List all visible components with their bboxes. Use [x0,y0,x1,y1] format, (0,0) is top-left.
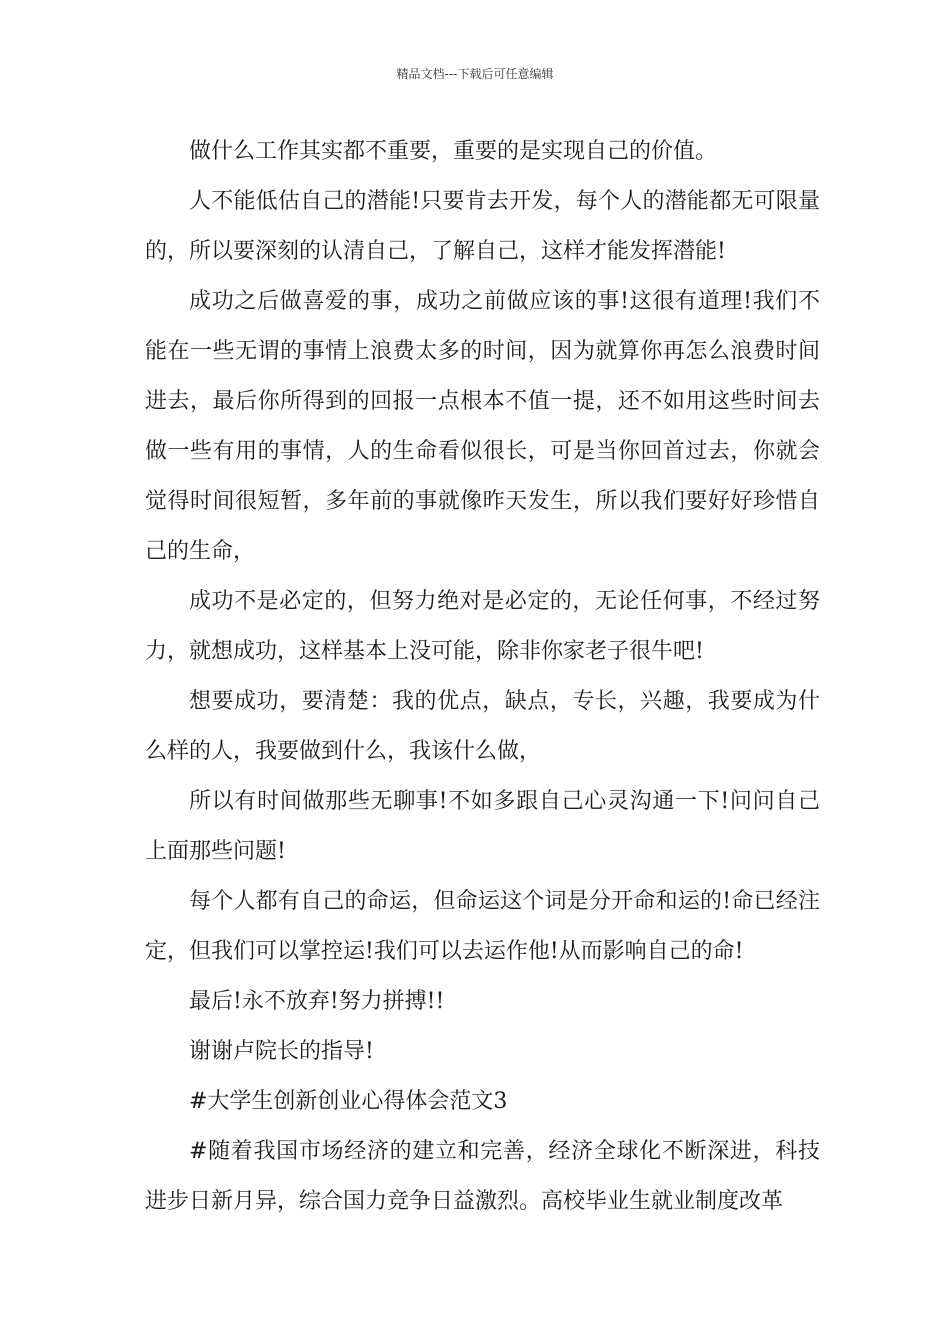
section-heading: #大学生创新创业心得体会范文3 [189,1089,508,1114]
paragraph: 成功不是必定的，但努力绝对是必定的，无论任何事，不经过努力，就想成功，这样基本上没可能，除非你家老子很牛吧! [145,589,820,664]
paragraph: 想要成功，要清楚：我的优点，缺点，专长，兴趣，我要成为什么样的人，我要做到什么，我该什么做， [145,689,820,764]
paragraph: 成功之后做喜爱的事，成功之前做应该的事!这很有道理!我们不能在一些无谓的事情上浪费太多的时间，因为就算你再怎么浪费时间进去，最后你所得到的回报一点根本不值一提，还不如用这些时间去做一些有用的事情，人的生命看似很长，可是当你回首过去，你就会觉得时间很短暂，多年前的事就像昨天发生，所以我们要好好珍惜自己的生命， [145,289,820,564]
paragraph: #随着我国市场经济的建立和完善，经济全球化不断深进，科技进步日新月异，综合国力竞争日益激烈。高校毕业生就业制度改革 [145,1139,820,1214]
paragraph: 最后!永不放弃!努力拼搏!! [189,989,445,1014]
document-body [145,127,820,1227]
paragraph: 做什么工作其实都不重要，重要的是实现自己的价值。 [189,139,718,164]
paragraph: 谢谢卢院长的指导! [189,1039,374,1064]
paragraph: 所以有时间做那些无聊事!不如多跟自己心灵沟通一下!问问自己上面那些问题! [145,789,820,864]
page-header: 精品文档---下载后可任意编辑 [396,67,554,81]
paragraph: 每个人都有自己的命运，但命运这个词是分开命和运的!命已经注定，但我们可以掌控运!我们可以去运作他!从而影响自己的命! [145,889,820,964]
paragraph: 人不能低估自己的潜能!只要肯去开发，每个人的潜能都无可限量的，所以要深刻的认清自己，了解自己，这样才能发挥潜能! [145,189,820,264]
